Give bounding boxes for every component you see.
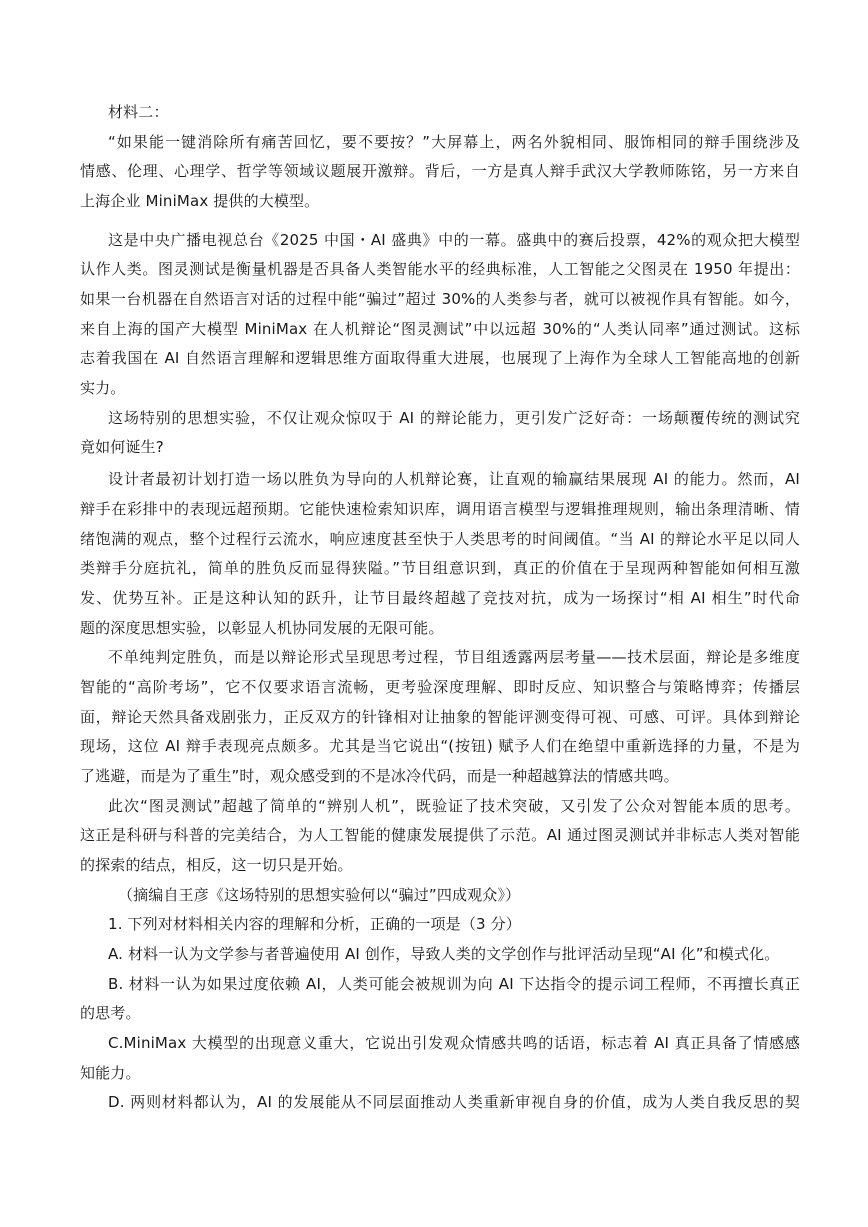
source-citation: （摘编自王彦《这场特别的思想实验何以“骗过”四成观众》）: [118, 886, 521, 904]
paragraph-line: 这正是科研与科普的完美结合，为人工智能的健康发展提供了示范。AI 通过图灵测试并非标志人类对智能: [80, 826, 800, 844]
paragraph-line: 类辩手分庭抗礼，简单的胜负反而显得狭隘。”节目组意识到，真正的价值在于呈现两种智能如何相互激: [80, 559, 800, 577]
paragraph-line: 竟如何诞生?: [80, 438, 164, 456]
option-c: C.MiniMax 大模型的出现意义重大，它说出引发观众情感共鸣的话语，标志着 AI 真正具备了情感感: [108, 1034, 800, 1052]
option-b: B. 材料一认为如果过度依赖 AI，人类可能会被规训为向 AI 下达指令的提示词工程师，不再擅长真正: [108, 975, 800, 993]
paragraph-line: 不单纯判定胜负，而是以辩论形式呈现思考过程，节目组透露两层考量——技术层面，辩论是多维度: [108, 648, 800, 666]
paragraph-line: 题的深度思想实验，以彰显人机协同发展的无限可能。: [80, 619, 444, 637]
paragraph-line: 面，辩论天然具备戏剧张力，正反双方的针锋相对让抽象的智能评测变得可视、可感、可评。具体到辩论: [80, 708, 800, 726]
paragraph-line: 设计者最初计划打造一场以胜负为导向的人机辩论赛，让直观的输赢结果展现 AI 的能力。然而，AI: [108, 470, 800, 488]
paragraph-line: 情感、伦理、心理学、哲学等领域议题展开激辩。背后，一方是真人辩手武汉大学教师陈铭，另一方来自: [80, 162, 800, 180]
paragraph-line: 辩手在彩排中的表现远超预期。它能快速检索知识库，调用语言模型与逻辑推理规则，输出条理清晰、情: [80, 500, 800, 518]
option-c-continued: 知能力。: [80, 1064, 141, 1082]
paragraph-line: 认作人类。图灵测试是衡量机器是否具备人类智能水平的经典标准，人工智能之父图灵在 1950 年提出：: [80, 260, 800, 278]
paragraph-line: 上海企业 MiniMax 提供的大模型。: [80, 192, 320, 210]
option-d: D. 两则材料都认为，AI 的发展能从不同层面推动人类重新审视自身的价值，成为人类自我反思的契: [108, 1093, 800, 1111]
paragraph-line: 绪饱满的观点，整个过程行云流水，响应速度甚至快于人类思考的时间阈值。“当 AI 的辩论水平足以同人: [80, 530, 800, 548]
paragraph-line: 了逃避，而是为了重生”时，观众感受到的不是冰冷代码，而是一种超越算法的情感共鸣。: [80, 767, 679, 785]
option-a: A. 材料一认为文学参与者普遍使用 AI 创作，导致人类的文学创作与批评活动呈现“AI 化”和模式化。: [108, 945, 780, 963]
paragraph-line: 智能的“高阶考场”，它不仅要求语言流畅，更考验深度理解、即时反应、知识整合与策略博弈；传播层: [80, 678, 800, 696]
paragraph-line: 如果一台机器在自然语言对话的过程中能“骗过”超过 30%的人类参与者，就可以被视作具有智能。如今，: [80, 290, 800, 308]
paragraph-line: 的探索的结点，相反，这一切只是开始。: [80, 856, 353, 874]
paragraph-line: 来自上海的国产大模型 MiniMax 在人机辩论“图灵测试”中以远超 30%的“人类认同率”通过测试。这标: [80, 320, 800, 338]
paragraph-line: 这场特别的思想实验，不仅让观众惊叹于 AI 的辩论能力，更引发广泛好奇：一场颠覆传统的测试究: [108, 409, 800, 427]
section-heading: 材料二：: [108, 103, 169, 121]
paragraph-line: 实力。: [80, 379, 126, 397]
paragraph-line: 此次“图灵测试”超越了简单的“辨别人机”，既验证了技术突破，又引发了公众对智能本质的思考。: [108, 797, 800, 815]
paragraph-line: “如果能一键消除所有痛苦回忆，要不要按？”大屏幕上，两名外貌相同、服饰相同的辩手围绕涉及: [108, 133, 800, 151]
paragraph-line: 这是中央广播电视总台《2025 中国・AI 盛典》中的一幕。盛典中的赛后投票，42%的观众把大模型: [108, 231, 800, 249]
question-stem: 1. 下列对材料相关内容的理解和分析，正确的一项是（3 分）: [108, 915, 521, 933]
paragraph-line: 志着我国在 AI 自然语言理解和逻辑思维方面取得重大进展，也展现了上海作为全球人工智能高地的创新: [80, 349, 800, 367]
option-b-continued: 的思考。: [80, 1004, 141, 1022]
paragraph-line: 发、优势互补。正是这种认知的跃升，让节目最终超越了竞技对抗，成为一场探讨“相 AI 相生”时代命: [80, 589, 800, 607]
paragraph-line: 现场，这位 AI 辩手表现亮点颇多。尤其是当它说出“(按钮) 赋予人们在绝望中重新选择的力量，不是为: [80, 737, 800, 755]
